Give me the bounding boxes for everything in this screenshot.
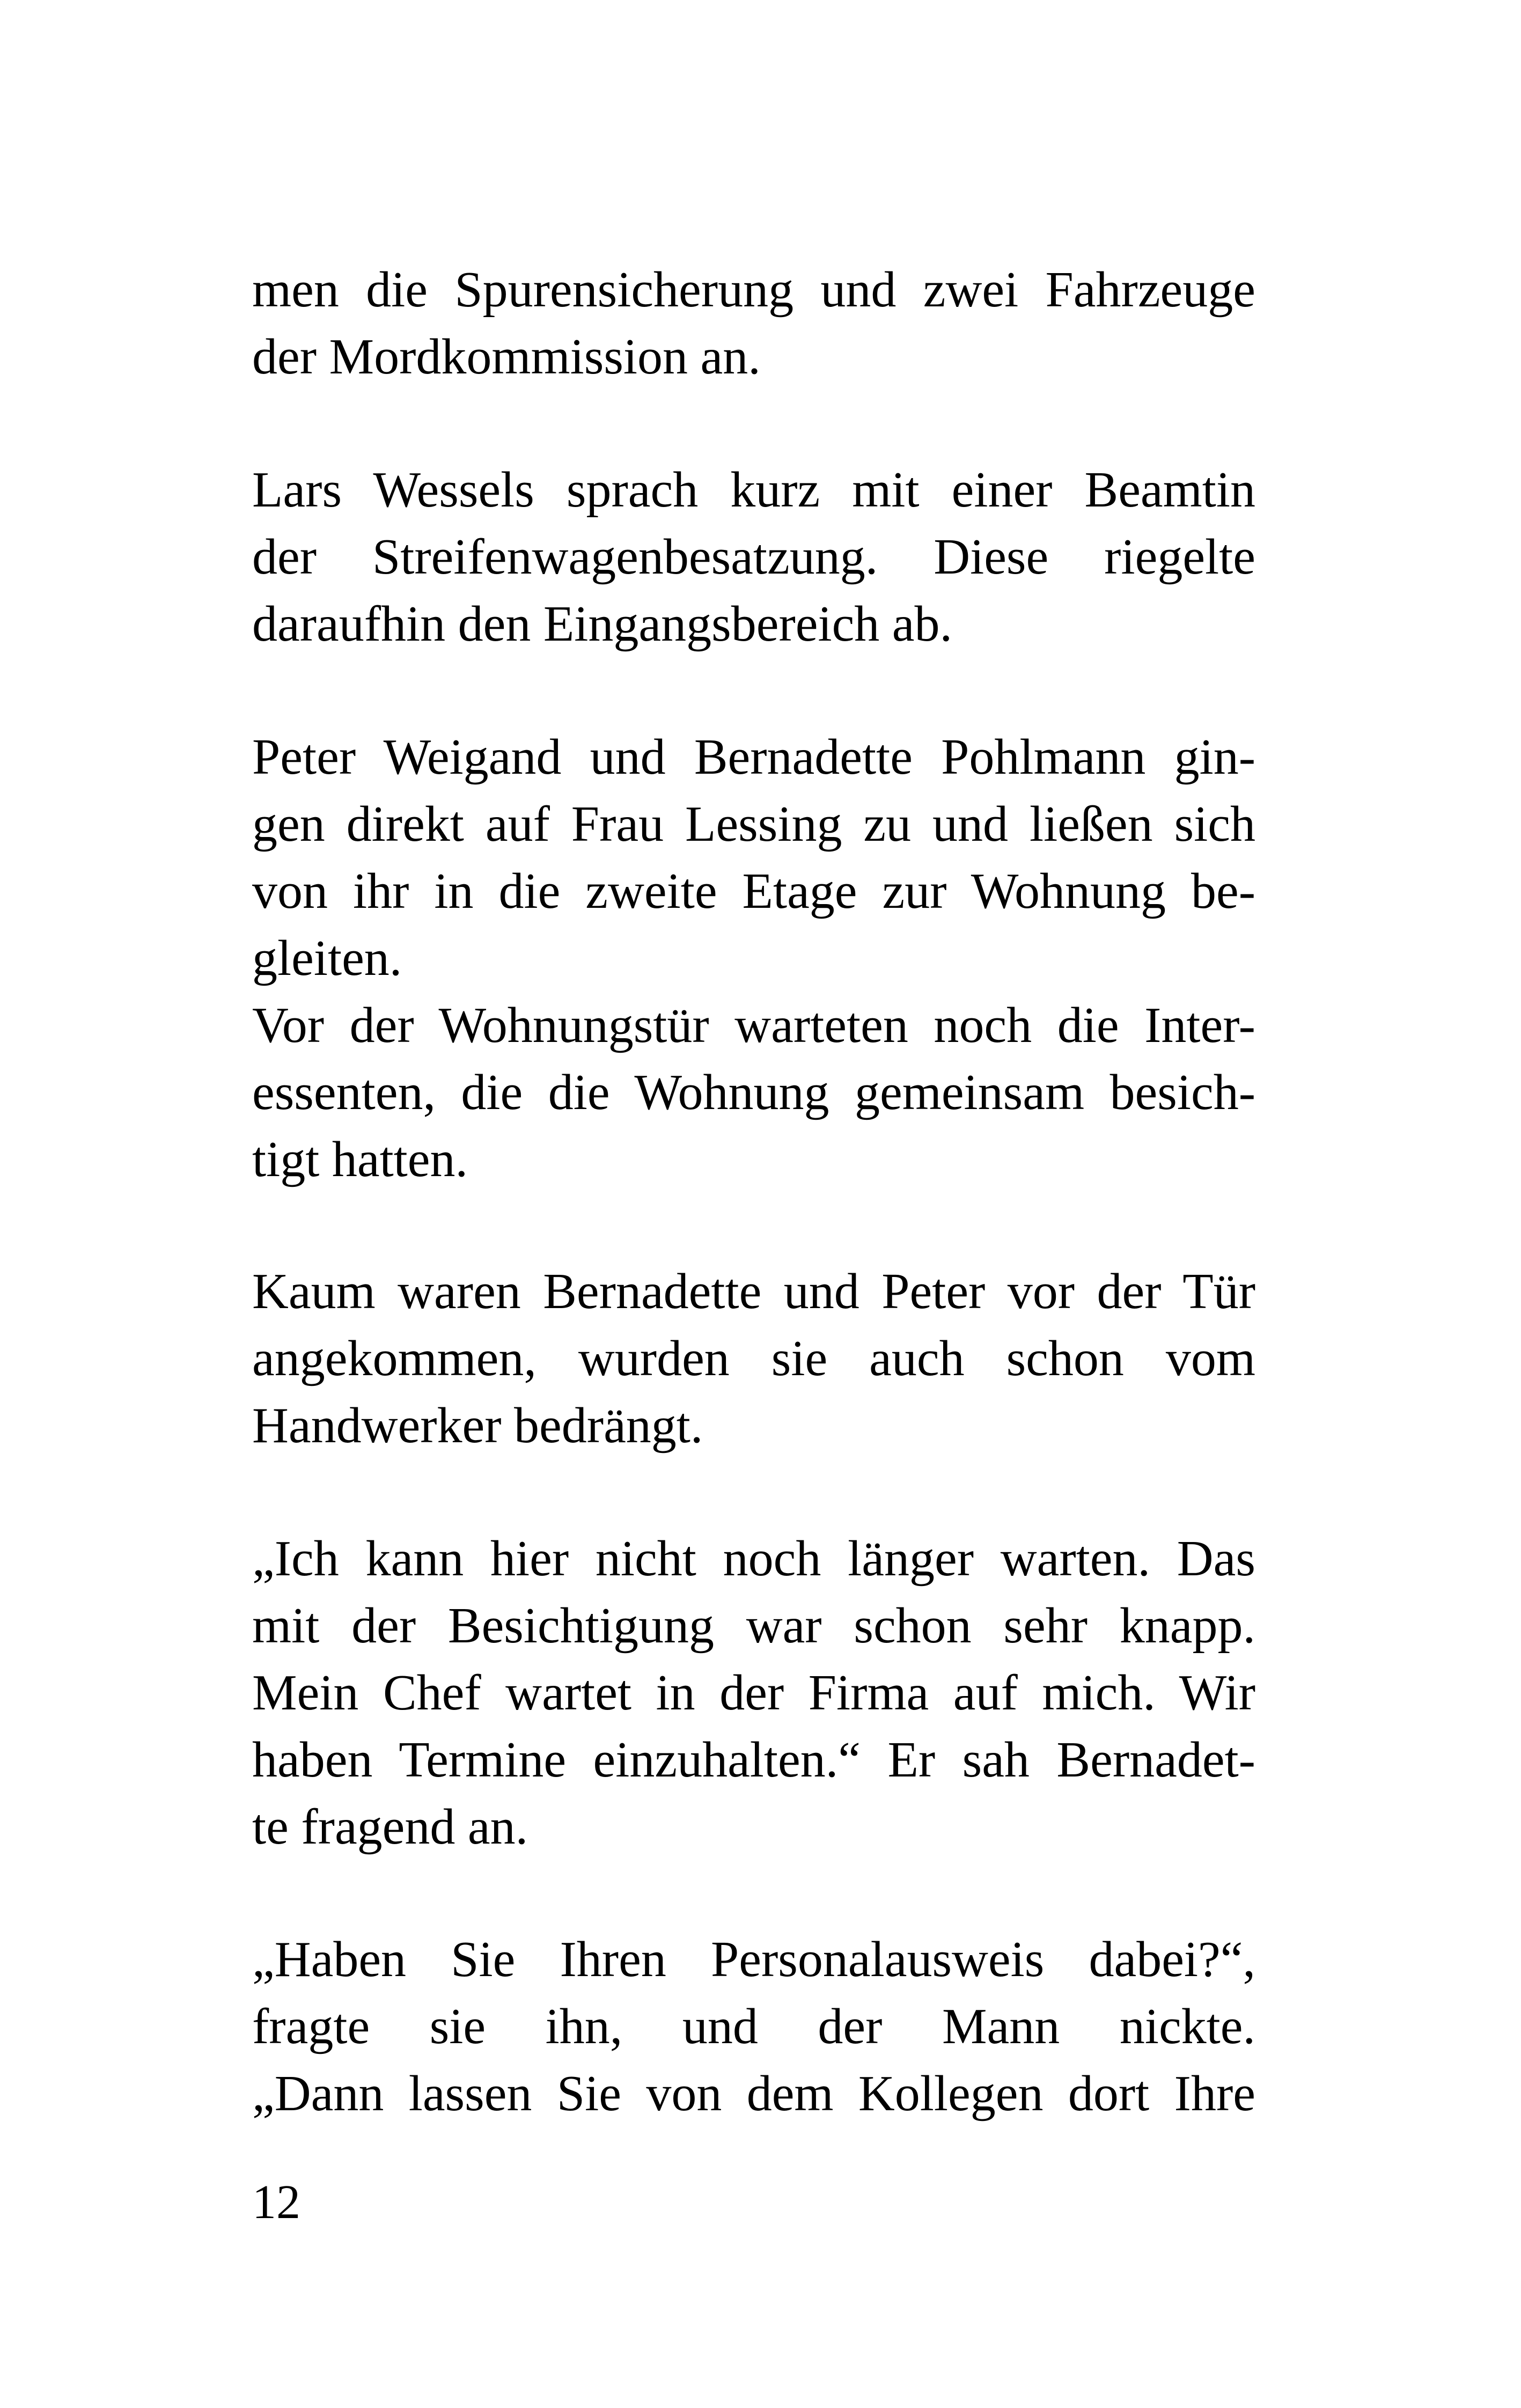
paragraph-1 (252, 256, 1255, 391)
text-line: Mein Chef wartet in der Firma auf mich. Wir (252, 1665, 1255, 1721)
text-line: te fragend an. (252, 1799, 528, 1855)
text-line: „Haben Sie Ihren Personalausweis dabei?“, (252, 1932, 1255, 1987)
text-line: von ihr in die zweite Etage zur Wohnung be- (252, 863, 1255, 919)
text-line: mit der Besichtigung war schon sehr knapp. (252, 1598, 1255, 1654)
text-line: Kaum waren Bernadette und Peter vor der Tür (252, 1264, 1255, 1319)
text-line: essenten, die die Wohnung gemeinsam besich- (252, 1064, 1255, 1120)
text-line: Lars Wessels sprach kurz mit einer Beamtin (252, 462, 1255, 518)
paragraph-4 (252, 1258, 1255, 1459)
page-number: 12 (252, 2176, 300, 2229)
text-line: gleiten. (252, 930, 402, 986)
paragraph-6 (252, 1926, 1255, 2127)
text-line: Vor der Wohnungstür warteten noch die Inter- (252, 997, 1255, 1053)
text-line: „Ich kann hier nicht noch länger warten. Das (252, 1531, 1255, 1587)
text-line: der Mordkommission an. (252, 329, 761, 385)
text-line: „Dann lassen Sie von dem Kollegen dort Ihre (252, 2066, 1255, 2121)
text-line: men die Spurensicherung und zwei Fahrzeuge (252, 262, 1255, 318)
text-line: der Streifenwagenbesatzung. Diese riegelte (252, 529, 1255, 585)
paragraph-2 (252, 457, 1255, 658)
paragraph-3 (252, 724, 1255, 1193)
text-line: Peter Weigand und Bernadette Pohlmann gin- (252, 729, 1255, 785)
text-line: tigt hatten. (252, 1132, 468, 1187)
text-line: angekommen, wurden sie auch schon vom (252, 1331, 1255, 1386)
text-line: daraufhin den Eingangsbereich ab. (252, 596, 953, 652)
paragraph-5 (252, 1525, 1255, 1861)
text-line: haben Termine einzuhalten.“ Er sah Bernadet- (252, 1732, 1255, 1788)
text-line: Handwerker bedrängt. (252, 1398, 703, 1453)
text-line: gen direkt auf Frau Lessing zu und ließen sich (252, 796, 1255, 852)
text-line: fragte sie ihn, und der Mann nickte. (252, 1999, 1255, 2054)
